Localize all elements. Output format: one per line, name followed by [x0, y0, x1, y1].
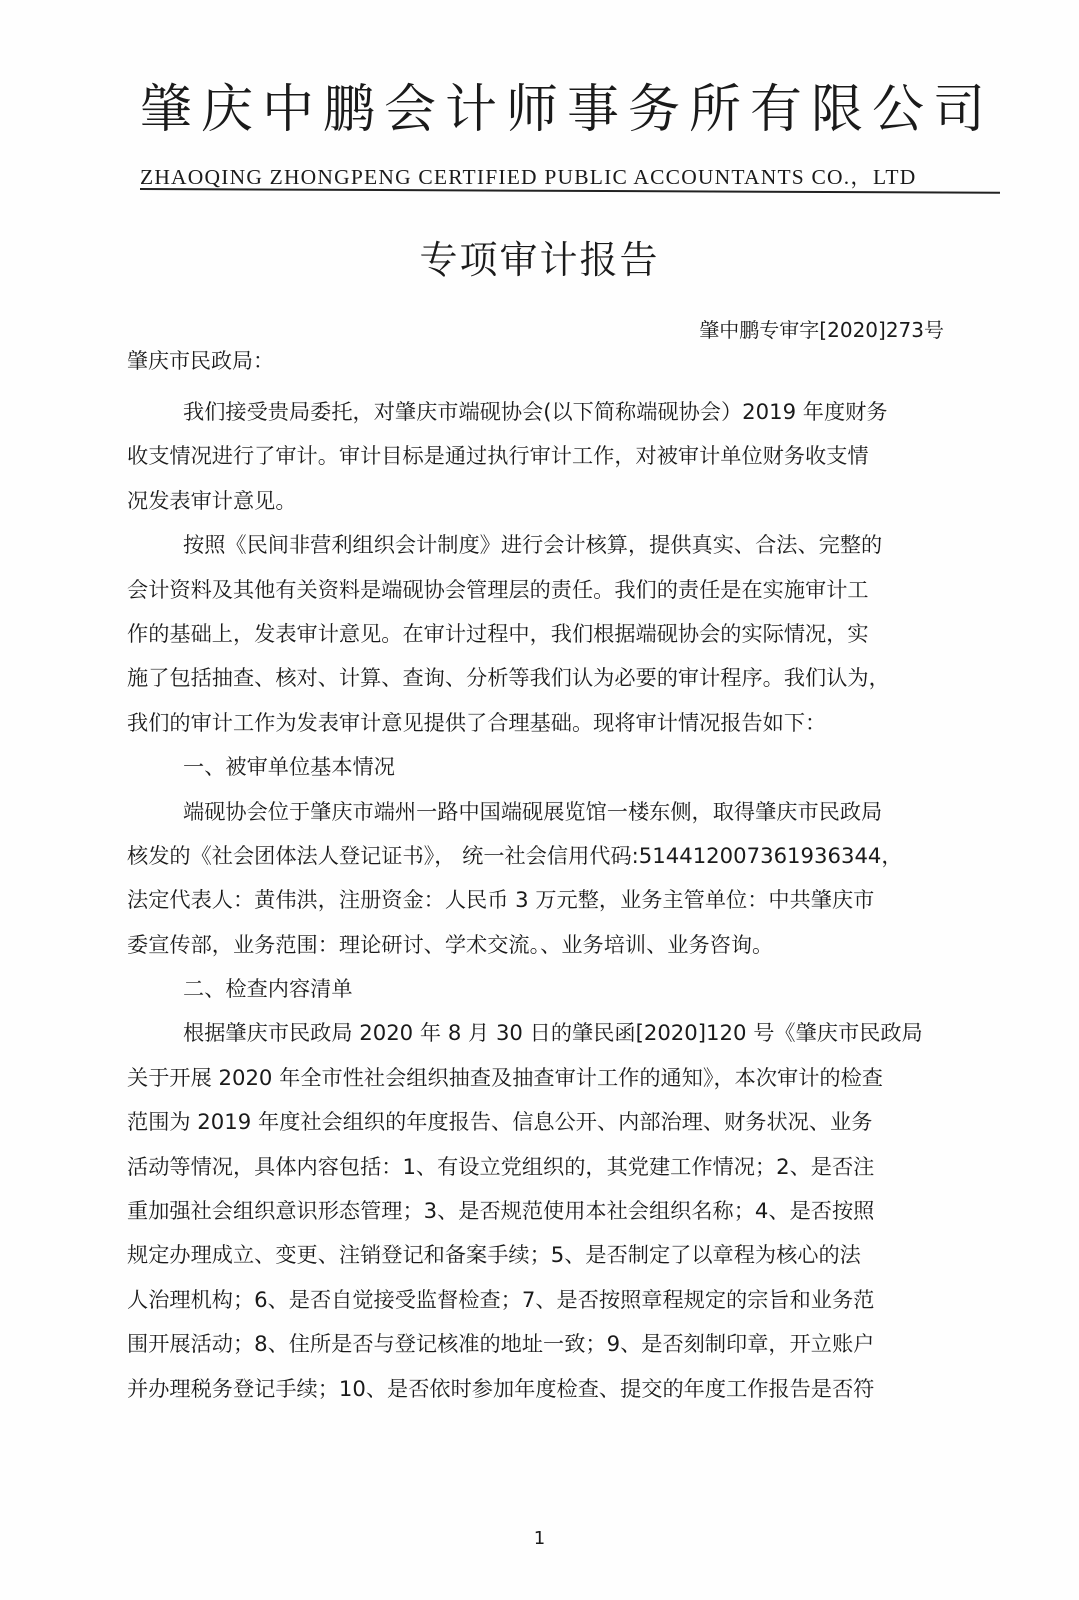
letterhead-company-name-cn: 肇庆中鹏会计师事务所有限公司 [140, 80, 995, 140]
body-line: 并办理税务登记手续；10、是否依时参加年度检查、提交的年度工作报告是否符 [127, 1375, 875, 1401]
body-line: 法定代表人：黄伟洪，注册资金：人民币 3 万元整，业务主管单位：中共肇庆市 [127, 887, 875, 913]
body-line: 我们的审计工作为发表审计意见提供了合理基础。现将审计情况报告如下： [127, 709, 827, 735]
body-line: 我们接受贵局委托，对肇庆市端砚协会(以下简称端砚协会）2019 年度财务 [183, 399, 888, 424]
body-line: 活动等情况，具体内容包括：1、有设立党组织的，其党建工作情况；2、是否注 [127, 1153, 875, 1179]
body-line: 端砚协会位于肇庆市端州一路中国端砚展览馆一楼东侧，取得肇庆市民政局 [183, 798, 883, 824]
document-title: 专项审计报告 [419, 238, 660, 282]
body-line: 关于开展 2020 年全市性社会组织抽查及抽查审计工作的通知》，本次审计的检查 [127, 1064, 883, 1090]
body-line: 范围为 2019 年度社会组织的年度报告、信息公开、内部治理、财务状况、业务 [127, 1109, 873, 1135]
letterhead-company-name-en: ZHAOQING ZHONGPENG CERTIFIED PUBLIC ACCOUNTANTS CO.，LTD [140, 165, 917, 189]
body-line: 作的基础上，发表审计意见。在审计过程中，我们根据端砚协会的实际情况，实 [127, 620, 869, 646]
addressee: 肇庆市民政局： [127, 349, 274, 373]
document-body [127, 390, 972, 1411]
body-line: 施了包括抽查、核对、计算、查询、分析等我们认为必要的审计程序。我们认为， [127, 665, 890, 691]
body-line: 况发表审计意见。 [127, 487, 297, 513]
body-line: 规定办理成立、变更、注销登记和备案手续；5、是否制定了以章程为核心的法 [127, 1242, 861, 1268]
document-number: 肇中鹏专审字[2020]273号 [699, 318, 944, 342]
page-number: 1 [533, 1528, 546, 1549]
body-line: 核发的《社会团体法人登记证书》， 统一社会信用代码:514412007361936344， [127, 842, 903, 868]
body-line: 收支情况进行了审计。审计目标是通过执行审计工作，对被审计单位财务收支情 [127, 443, 869, 469]
body-line: 根据肇庆市民政局 2020 年 8 月 30 日的肇民函[2020]120 号《肇庆市民政局 [183, 1020, 923, 1046]
body-line: 委宣传部，业务范围：理论研讨、学术交流。、业务培训、业务咨询。 [127, 931, 774, 957]
body-line: 会计资料及其他有关资料是端砚协会管理层的责任。我们的责任是在实施审计工 [127, 576, 869, 602]
body-line: 围开展活动；8、住所是否与登记核准的地址一致；9、是否刻制印章，开立账户 [127, 1331, 875, 1357]
body-line: 重加强社会组织意识形态管理；3、是否规范使用本社会组织名称；4、是否按照 [127, 1198, 875, 1224]
body-line: 按照《民间非营利组织会计制度》进行会计核算，提供真实、合法、完整的 [183, 532, 883, 558]
body-line: 人治理机构；6、是否自觉接受监督检查；7、是否按照章程规定的宗旨和业务范 [127, 1286, 875, 1312]
body-line: 二、检查内容清单 [183, 976, 353, 1002]
body-line: 一、被审单位基本情况 [183, 754, 395, 780]
